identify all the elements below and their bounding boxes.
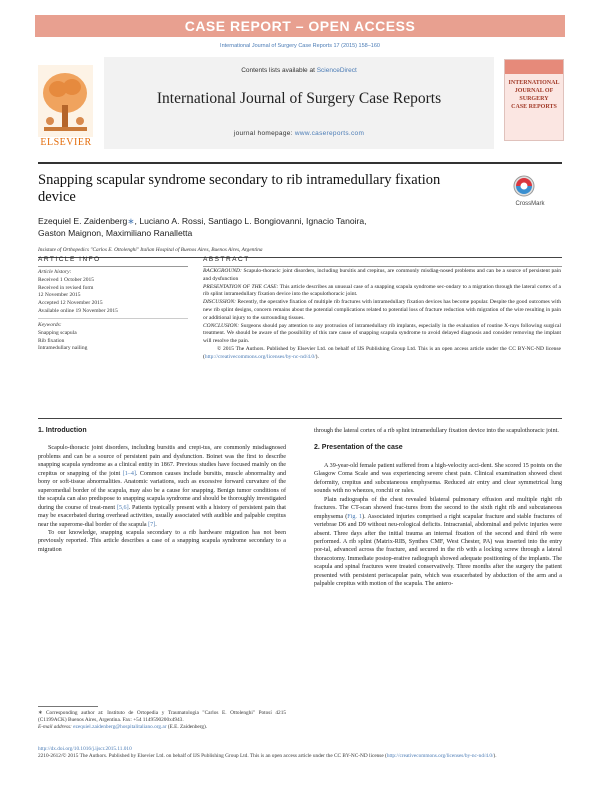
homepage-prefix: journal homepage: [233,130,295,137]
article-title: Snapping scapular syndrome secondary to rib intramedullary fixation device [38,172,441,205]
license-text: © 2015 The Authors. Published by Elsevier Ltd. on behalf of IJS Publishing Group Ltd. This is an open access article under the CC BY-NC-ND license ( [203,345,561,360]
intro-paragraph-1: Scapulo-thoracic joint disorders, including bursitis and crepi-tus, are commonly misdiagnosed problems and can be a source of persistent pain and dysfunction. Boinet was the first to describe snapping scapula syndrome as a clinical entity in 1867. Previous studies have focused mainly on the crepitus or snapping of the joint [1–4]. Common causes include bursitis, muscle abnormality and bony or soft-tissue abnormalities. Anatomic variations, such as excessive forward curvature of the superomedial border of the scapula, may also be a cause for snapping. Benign tumor conditions of the scapula can also predispose to snapping scapula syndrome and should be thoroughly investigated during the course of treat-ment [5,6]. Patients typically present with a history of persistent pain that may be exacerbated during overhead activities, usually associated with audible and palpable crepitus near the superome-dial border of the scapula [7]. [38,445,286,528]
email-label: E-mail address: [38,724,74,730]
article-info-heading: ARTICLE INFO [38,256,101,263]
keywords-label: Keywords: [38,322,62,328]
abstract-end-rule [38,418,562,419]
article-history [38,269,118,316]
intro-paragraph-2: To our knowledge, snapping scapula secondary to a rib hardware migration has not been previously reported. This article describes a case of a snapping scapula syndrome secondary to a migration [38,529,286,553]
copyright-license-link[interactable]: http://creativecommons.org/licenses/by-nc-nd/4.0/ [386,753,494,759]
journal-header-box [104,57,494,149]
license-end: ). [315,353,319,360]
history-label: Article history: [38,269,72,275]
journal-homepage [104,130,494,137]
history-entry: 12 November 2015 [38,292,81,299]
keyword: Rib fixation [38,337,65,344]
authors-line2: Gaston Maignon, Maximiliano Ranalletta [38,228,193,238]
history-entry: Available online 19 November 2015 [38,307,118,314]
info-rule [38,266,188,267]
author-list [38,215,508,239]
contents-prefix: Contents lists available at [241,67,317,74]
crossmark-label: CrossMark [515,201,545,207]
history-entry: Received 1 October 2015 [38,276,95,283]
footnote-rule [38,706,98,707]
continued-paragraph: through the lateral cortex of a rib splint intramedullary fixation device into the scapulothoracic joint. [314,428,559,434]
top-info-rule [38,257,562,258]
abstract-label: PRESENTATION OF THE CASE: [203,283,279,290]
abstract-label: DISCUSSION: [203,299,236,306]
left-column [38,427,286,554]
masthead [38,57,562,157]
journal-cover-thumbnail [504,59,564,141]
corresponding-author-note: ∗ Corresponding author at: Instituto de Ortopedia y Traumatologia "Carlos E. Ottolenghi" Potosí 4215 (C1199ACK) Buenos Aires, Argentina. Fax: +54 1149590200x4943. [38,710,286,723]
citation-link[interactable]: [1–4] [122,470,136,477]
abstract-background: Scapulo-thoracic joint disorders, including bursitis and crepitus, are commonly misdiag-nosed problems and can be a source of persistent pain and dysfunction [203,268,561,282]
abstract-heading: ABSTRACT [203,256,250,263]
contents-line [104,67,494,74]
footnote [38,710,286,731]
publisher-name: ELSEVIER [40,137,92,148]
case-paragraph-1: A 39-year-old female patient suffered from a high-velocity acci-dent. She scored 15 points on the Glasgow Coma Scale and was experiencing severe chest pain. Clinical examination showed chest deformity, crepitus and subcutaneous emphysema. Reduced air entry and clear symmetrical lung sounds with no wheezes, ronchii or rales. [314,462,562,495]
intro-heading: 1. Introduction [38,427,87,434]
journal-citation[interactable]: International Journal of Surgery Case Reports 17 (2015) 158–160 [220,43,380,49]
homepage-link[interactable]: www.casereports.com [294,130,365,137]
case-heading: 2. Presentation of the case [314,444,403,452]
keyword: Intramedullary nailing [38,345,88,352]
abstract-body [203,268,561,362]
keyword: Snapping scapula [38,329,77,336]
affiliation: Insistute of Orthopedics "Carlos E. Ottolenghi" Italian Hospital of Buenos Aires, Buenos Aires, Argentina [38,247,263,253]
figure-link[interactable]: Fig. 1 [347,513,363,520]
history-entry: Received in revised form [38,284,94,291]
first-author: Ezequiel E. Zaidenberg [38,216,128,226]
crossmark-icon[interactable] [510,174,550,208]
case-report-banner: CASE REPORT – OPEN ACCESS [35,15,565,37]
abstract-discussion: Recently, the operative fixation of multiple rib fractures with intramedullary fixation devices has become popular. Despite the good outcomes with new rib splint designs, concern remains about the potential complications related to potential loss of fracture reduction with migration of the wire resulting in pain or additional injury to the surrounding tissues. [203,299,561,321]
sciencedirect-link[interactable]: ScienceDirect [316,67,357,74]
abstract-label: BACKGROUND: [203,268,242,274]
authors-rest: , Luciano A. Rossi, Santiago L. Bongiovanni, Ignacio Tanoira, [134,216,367,226]
abstract-conclusion: Surgeons should pay attention to any protrusion of intramedullary rib implants, especially in the evaluation of routine X-rays following surgical treatment. We should be aware of the possibility of this rare cause of snapping scapula syndrome to avoid delayed diagnosis and consider removing the implant will resolve the pain. [203,322,561,345]
spacer [314,435,562,444]
cover-line: JOURNAL OF [514,88,554,94]
journal-title: International Journal of Surgery Case Reports [156,90,442,107]
cover-line: CASE REPORTS [511,104,557,110]
copyright-end: ). [493,753,497,759]
corresponding-author-marker[interactable]: ∗ [127,216,135,226]
cover-line: SURGERY [519,96,549,102]
citation-link[interactable]: [5,6] [116,504,129,511]
header-rule [38,162,562,164]
email-end: (E.E. Zaidenberg). [166,724,208,730]
case-paragraph-2: Plain radiographs of the chest revealed bilateral pulmonary effusion and multiple right rib fractures. The CT-scan showed frac-tures from the second to the sixth right rib and subcutaneous emphysema (Fig. 1). Associated injuries comprised a right scapular fracture and stable fractures of vertebrae D6 and D9 without neu-rological deficits. Intracranial, abdominal and pelvic injuries were absent. Three days after the initial trauma an internal fixation of the second and third rib were performed. A rib splint (Matrix-RIB, Synthes CMF, West Chester, PA) was inserted into the entry por-tal, advanced across the fracture, and secured in the rib with a locking screw through a lateral thoracotomy. Immediate postop-erative radiograph showed adequate positioning of the implants. The scapula and spinal fractures were treated conservatively. Three months after the surgery the patient presented with persistent periscapular pain, which was exacerbated by abduction of the arm and a palpable crepitus with motion of the scapula. The antero- [314,496,562,588]
abstract-label: CONCLUSION: [203,322,240,329]
right-column [314,427,562,589]
cover-band [505,60,563,74]
keywords-rule [38,318,188,319]
keywords [38,322,87,353]
copyright-text: 2210-2612/© 2015 The Authors. Published by Elsevier Ltd. on behalf of IJS Publishing Group Ltd. This is an open access article under the CC BY-NC-ND license ( [38,753,387,759]
abstract-presentation: This article describes an unusual case of a snapping scapula syndrome sec-ondary to a migration through the lateral cortex of a rib splint intramedullary fixation device into the scapulothoracic joint. [203,283,562,298]
doi-link[interactable]: http://dx.doi.org/10.1016/j.ijscr.2015.11.010 [38,746,132,752]
abstract-rule [203,266,562,267]
page-footer [38,746,562,760]
license-link[interactable]: http://creativecommons.org/licenses/by-nc-nd/4.0/ [204,353,316,360]
citation-link[interactable]: [7] [148,521,156,528]
history-entry: Accepted 12 November 2015 [38,300,103,307]
author-email-link[interactable]: ezequiel.zaidenberg@hospitalitaliano.org.ar [73,724,167,730]
elsevier-tree-logo-icon [38,65,93,137]
cover-line: INTERNATIONAL [508,80,560,86]
